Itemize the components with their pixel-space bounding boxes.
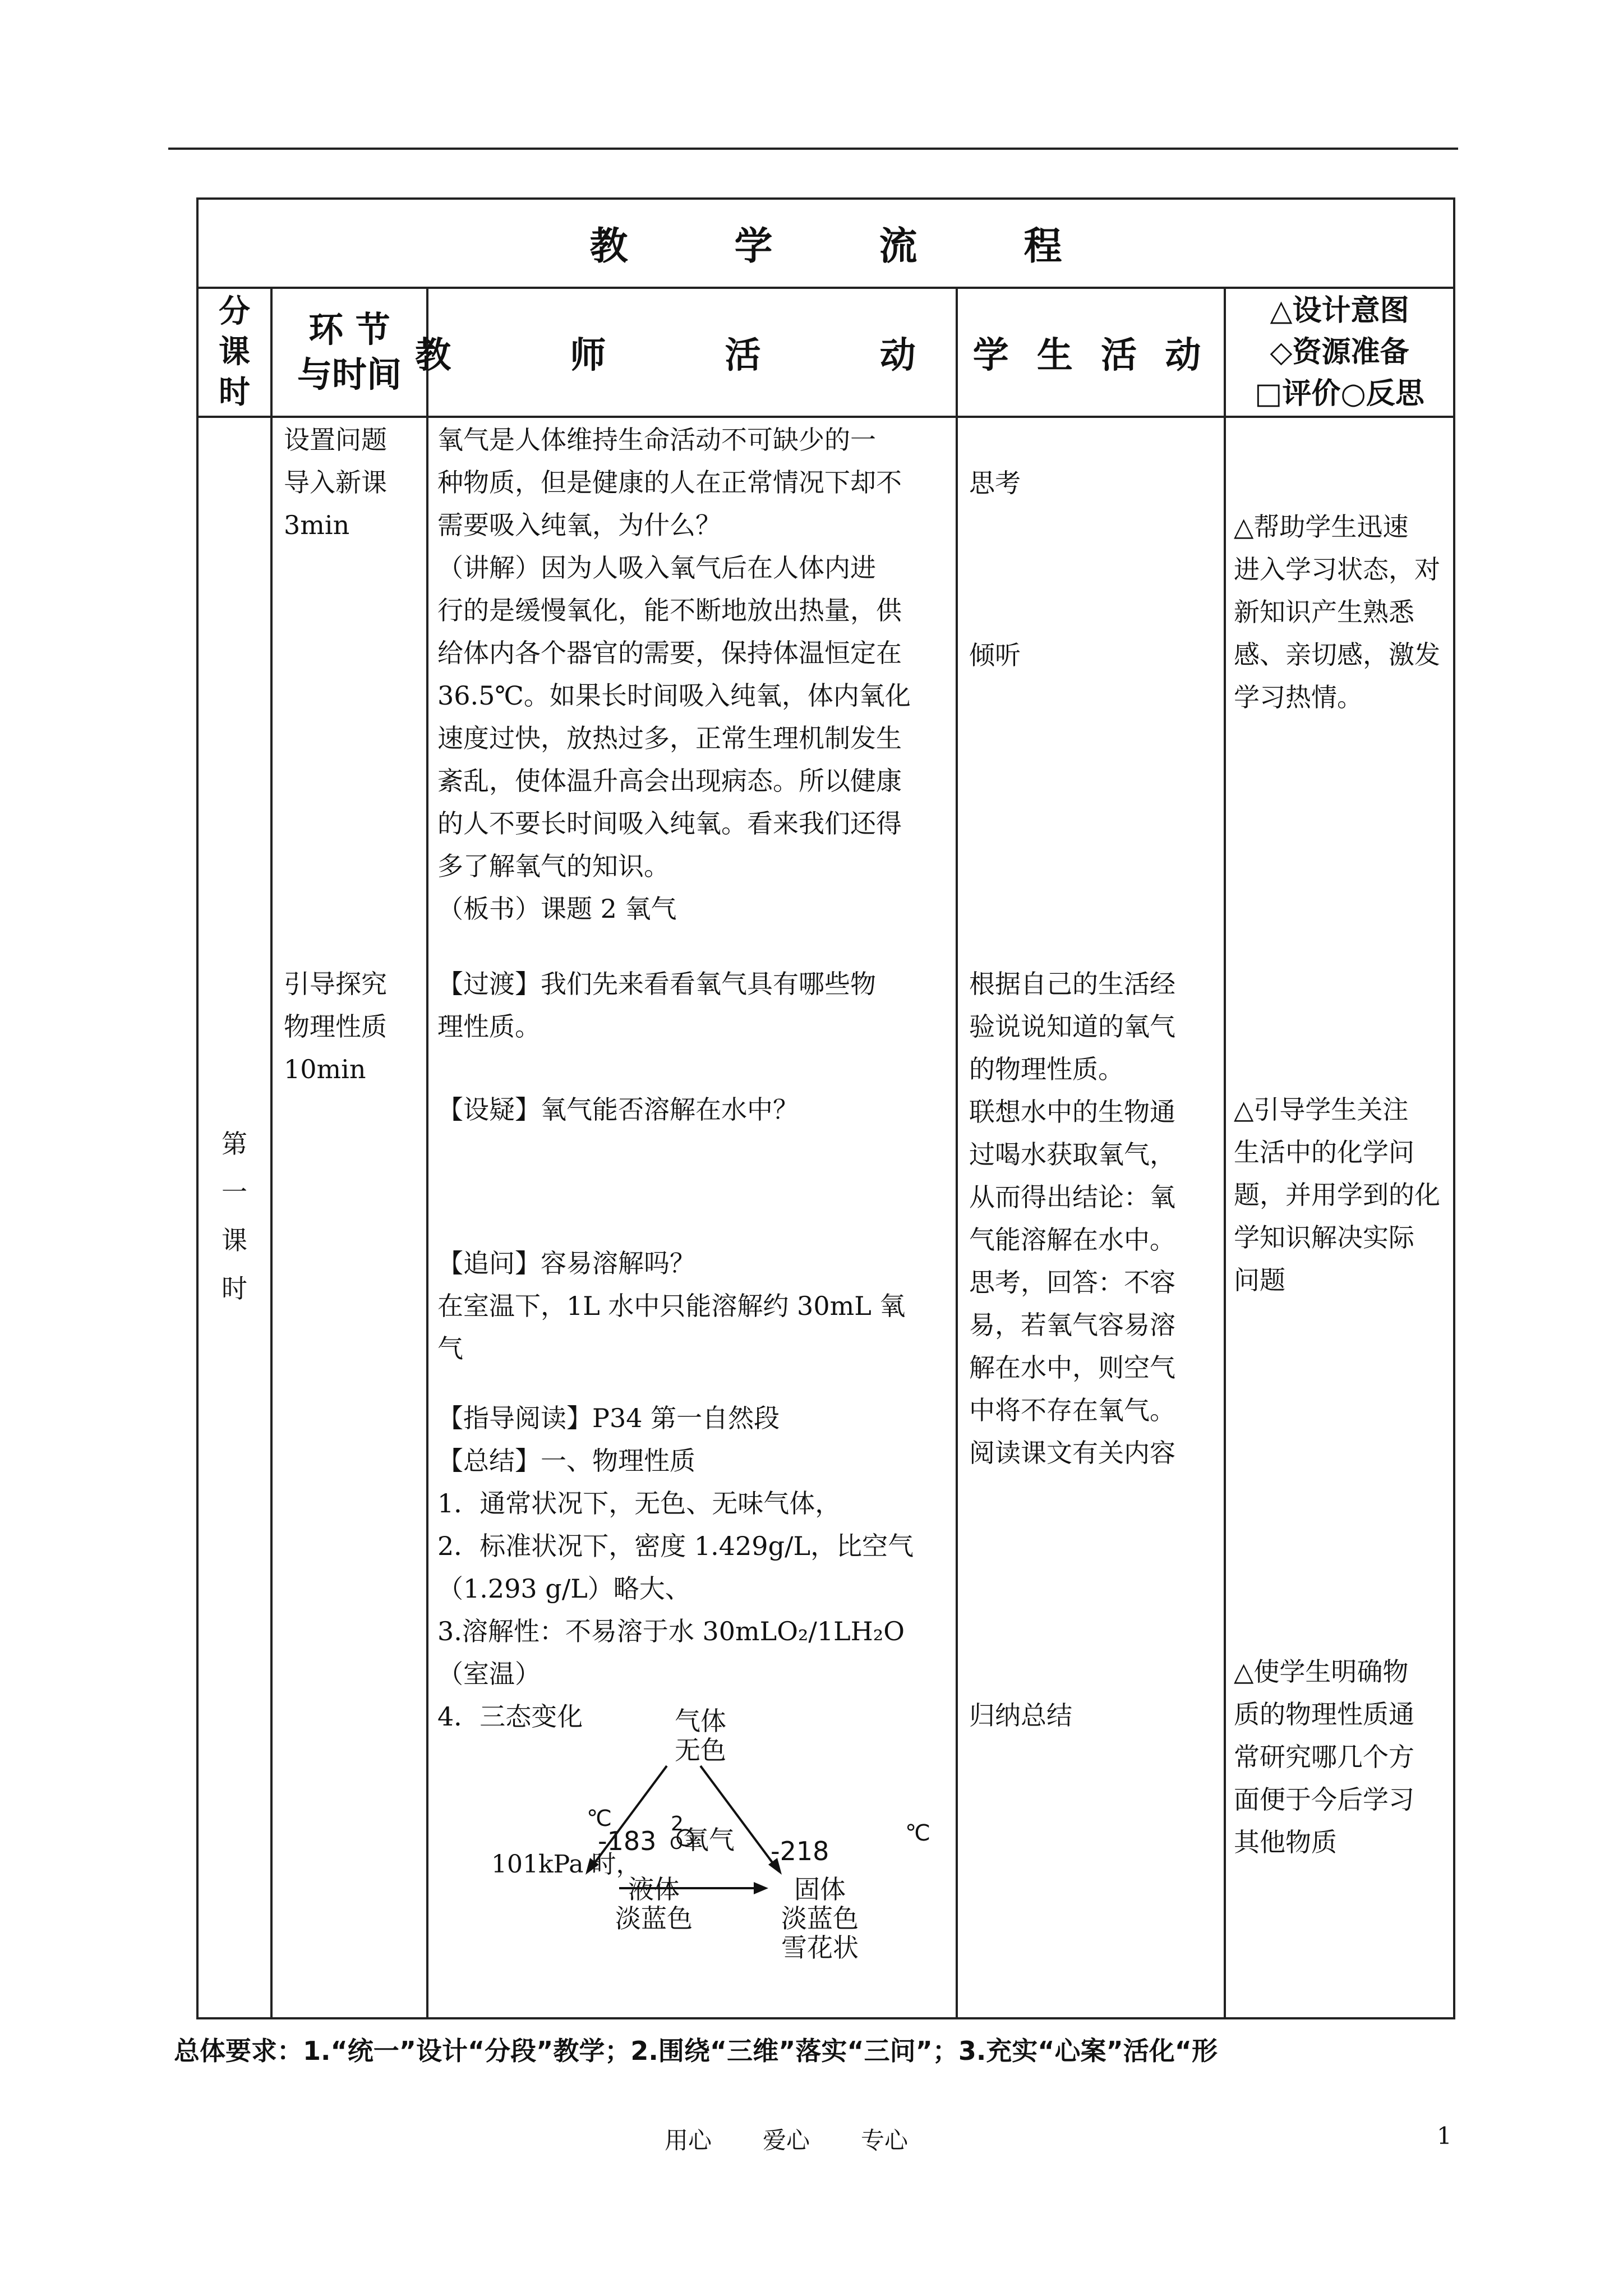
design-intent-1: △帮助学生迅速 进入学习状态，对 新知识产生熟悉 感、亲切感，激发 学习热情。 [1234,512,1440,712]
stage-intro: 设置问题 导入新课 3min [284,425,387,540]
page-number: 1 [1437,2122,1452,2150]
lesson-flow-table [196,197,1455,2019]
diagram-gas: 气体 无色 [675,1706,726,1765]
teacher-summary: 【指导阅读】P34 第一自然段 【总结】一、物理性质 1．通常状况下，无色、无味气体， 2．标准状况下，密度 1.429g/L，比空气 （1.293 g/L）略大、 3.溶解性：不易溶于水 30mLO₂/1LH₂O （室温） 4．三态变化 [437,1403,914,1732]
teacher-transition: 【过渡】我们先来看看氧气具有哪些物 理性质。 [437,969,876,1042]
footer-slogan-2: 爱心 [763,2127,810,2154]
table-title: 教学流程 [589,224,1169,269]
diagram-left-temp: -183 [598,1826,657,1856]
header-stage: 环 节 与时间 [297,309,402,395]
lesson-label: 第 一 课 时 [222,1129,247,1304]
student-discuss: 根据自己的生活经 验说说知道的氧气 的物理性质。 联想水中的生物通 过喝水获取氧气， 从而得出结论：氧 气能溶解在水中。 思考，回答：不容 易，若氧气容易溶 解在水中，则空气 中将不存在氧气。 阅读课文有关内容 [969,969,1175,1468]
student-listen: 倾听 [969,640,1021,670]
teacher-question: 【设疑】氧气能否溶解在水中？ [437,1094,799,1125]
diagram-solid: 固体 淡蓝色 雪花状 [781,1874,859,1963]
diagram-center-label: O氧气 [670,1825,735,1855]
design-intent-2: △引导学生关注 生活中的化学问 题，并用学到的化 学知识解决实际 问题 [1234,1094,1440,1295]
diagram-pressure: 101kPa 时， [491,1850,641,1879]
stage-explore: 引导探究 物理性质 10min [284,969,387,1084]
diagram-left-celsius: ℃ [587,1806,612,1832]
diagram-right-celsius: ℃ [905,1820,930,1846]
student-summarize: 归纳总结 [969,1700,1072,1731]
diagram-center-subscript: 2 [671,1812,684,1835]
design-intent-3: △使学生明确物 质的物理性质通 常研究哪几个方 面便于今后学习 其他物质 [1234,1657,1414,1857]
diagram-liquid: 液体 淡蓝色 [615,1874,693,1934]
student-think: 思考 [969,468,1021,498]
teacher-intro: 氧气是人体维持生命活动不可缺少的一 种物质，但是健康的人在正常情况下却不 需要吸入纯氧，为什么？ （讲解）因为人吸入氧气后在人体内进 行的是缓慢氧化，能不断地放出热量，供 给体内各个器官的需要，保持体温恒定在 36.5℃。如果长时间吸入纯氧，体内氧化 速度过快，放热过多，正常生理机制发生 紊乱，使体温升高会出现病态。所以健康 的人不要长时间吸入纯氧。看来我们还得 多了解氧气的知识。 （板书）课题 2 氧气 [437,425,911,924]
diagram-right-temp: -218 [771,1836,829,1866]
header-lesson: 分 课 时 [219,293,250,411]
header-rule [168,148,1458,150]
footer-slogan-1: 用心 [665,2127,712,2154]
header-teacher: 教 师 活 动 [415,335,969,376]
teacher-followup: 【追问】容易溶解吗？ 在室温下，1L 水中只能溶解约 30mL 氧 气 [437,1248,906,1364]
header-design: △设计意图 ◇资源准备 □评价○反思 [1255,294,1424,411]
header-student: 学 生 活 动 [972,335,1209,376]
overall-requirement-note: 总体要求：1.“统一”设计“分段”教学；2.围绕“三维”落实“三问”；3.充实“心案”活化“形 [174,2036,1218,2066]
footer-slogan-3: 专心 [861,2127,909,2154]
